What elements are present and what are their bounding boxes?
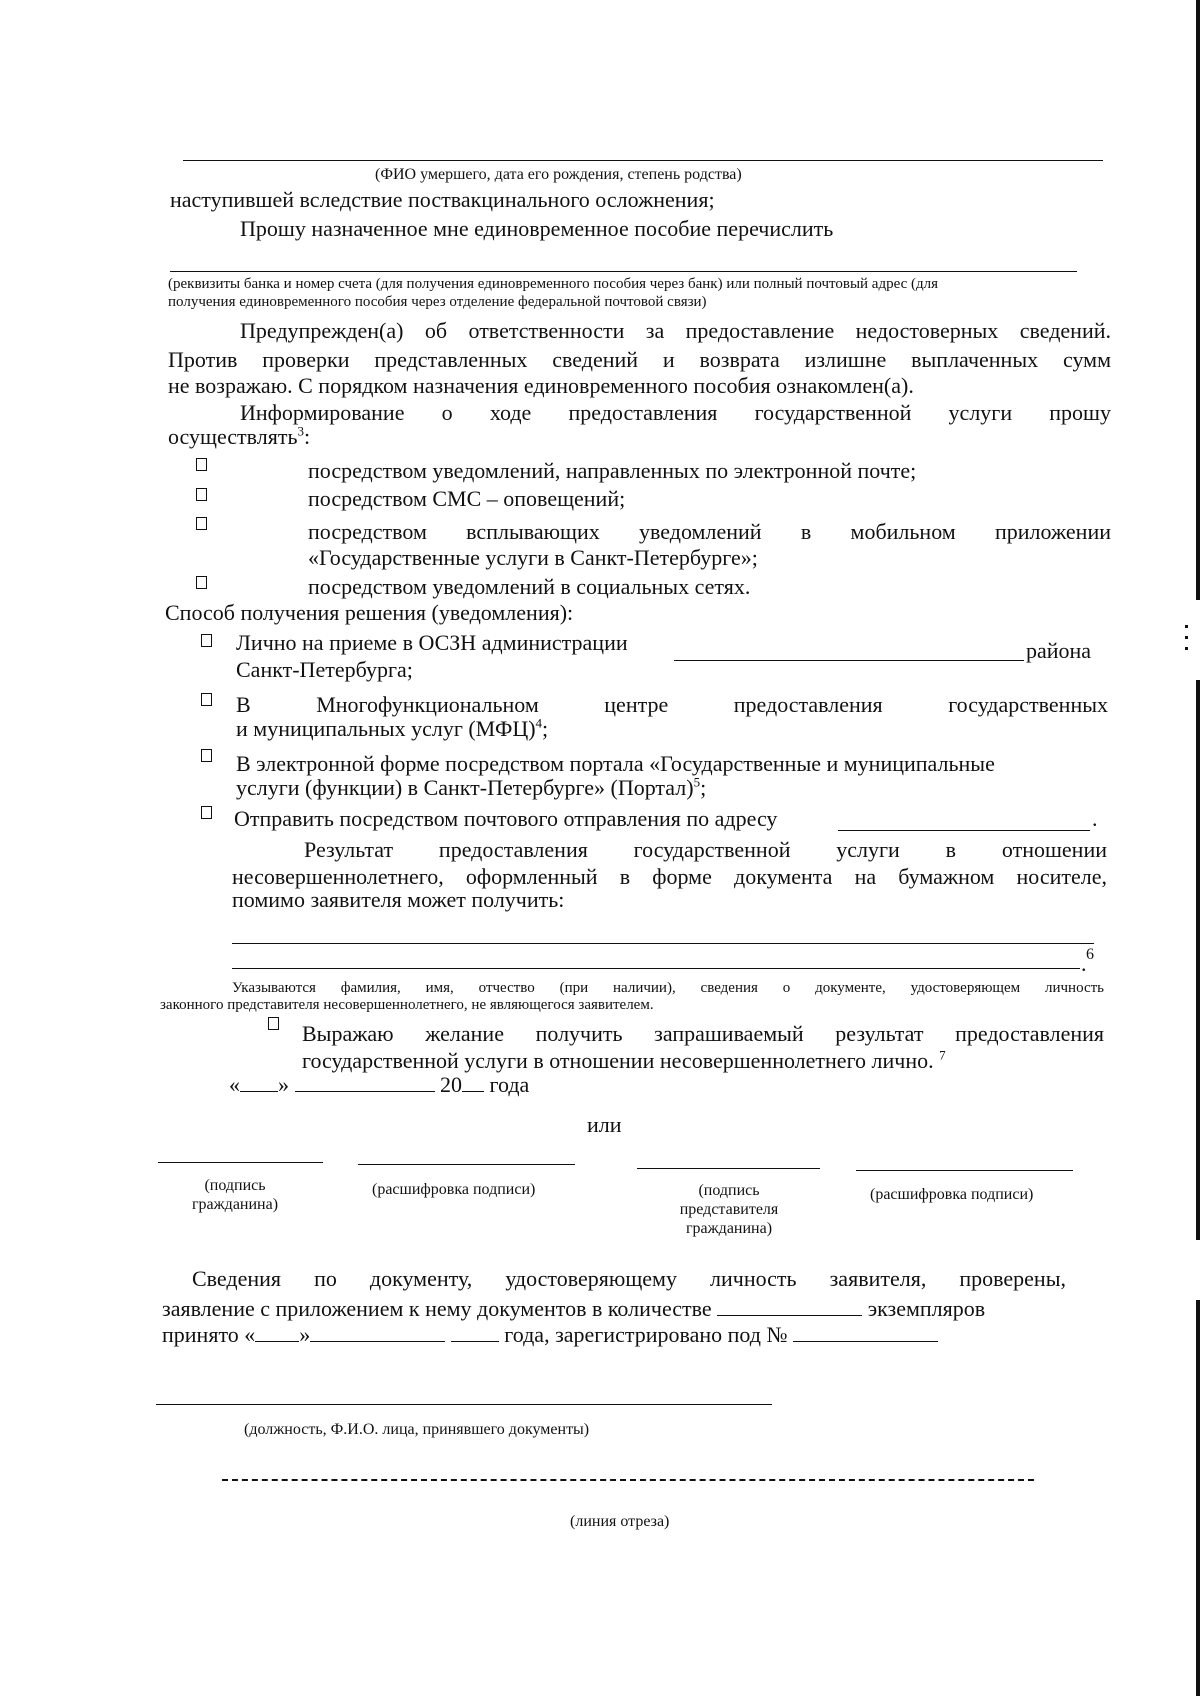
sms-notify-label: посредством СМС – оповещений; — [308, 486, 626, 511]
scan-edge — [1196, 0, 1200, 1696]
registration-number-field[interactable] — [793, 1323, 938, 1342]
scan-mark — [1185, 625, 1188, 628]
bank-caption-1: (реквизиты банка и номер счета (для получения единовременного пособия через банк) или полный почтовый адрес (для — [168, 276, 939, 292]
date-year-field[interactable] — [462, 1073, 484, 1092]
personal-receipt-checkbox[interactable] — [268, 1017, 279, 1030]
portal-checkbox[interactable] — [201, 749, 212, 762]
app-notify-label: посредством всплывающих уведомлений в мобильном приложении — [308, 519, 1111, 544]
mfc-label: В Многофункциональном центре предоставления государственных — [236, 692, 1108, 717]
date-month-field[interactable] — [295, 1073, 435, 1092]
representative-caption-2: законного представителя несовершеннолетнего, не являющегося заявителем. — [160, 997, 654, 1013]
accept-year-field[interactable] — [451, 1323, 499, 1342]
district-input-line[interactable] — [674, 660, 1024, 661]
portal-label: В электронной форме посредством портала «Государственные и муниципальные — [236, 751, 995, 776]
app-notify-checkbox[interactable] — [196, 517, 207, 530]
representative-decoding-caption: (расшифровка подписи) — [870, 1186, 1034, 1203]
footnote-3: 3 — [297, 423, 304, 439]
mfc-label-cont: и муниципальных услуг (МФЦ)$^4$; — [236, 715, 549, 741]
scan-mark — [1185, 647, 1188, 650]
cut-line — [222, 1479, 1034, 1481]
warning-line-1: Предупрежден(а) об ответственности за предоставление недостоверных сведений. — [240, 318, 1111, 343]
result-line-3: помимо заявителя может получить: — [232, 887, 565, 912]
result-line-2: несовершеннолетнего, оформленный в форме документа на бумажном носителе, — [232, 864, 1107, 889]
verify-line-2: заявление с приложением к нему документов в количестве экземпляров — [162, 1296, 986, 1321]
representative-caption-1: Указываются фамилия, имя, отчество (при наличии), сведения о документе, удостоверяющем личность — [232, 980, 1104, 996]
social-notify-label: посредством уведомлений в социальных сетях. — [308, 574, 751, 599]
citizen-signature-line[interactable] — [158, 1162, 323, 1163]
deceased-info-caption: (ФИО умершего, дата его рождения, степень родства) — [375, 166, 742, 183]
social-notify-checkbox[interactable] — [196, 576, 207, 589]
city-label: Санкт-Петербурга; — [236, 657, 413, 682]
app-notify-label-cont: «Государственные услуги в Санкт-Петербурге»; — [308, 545, 758, 570]
date-day-field[interactable] — [240, 1073, 278, 1092]
footnote-6: 6 — [1086, 946, 1094, 963]
date-line: « » 20 года — [229, 1072, 530, 1097]
cut-caption: (линия отреза) — [570, 1513, 670, 1530]
footnote-7: 7 — [939, 1047, 946, 1063]
representative-dot: . — [1081, 951, 1087, 976]
accept-day-field[interactable] — [255, 1323, 299, 1342]
post-checkbox[interactable] — [201, 806, 212, 819]
citizen-signature-caption: (подпись гражданина) — [191, 1177, 279, 1213]
inform-line-2: осуществлять$^3$: — [168, 423, 311, 449]
in-person-label: Лично на приеме в ОСЗН администрации — [236, 630, 628, 655]
representative-signature-line[interactable] — [637, 1168, 820, 1169]
method-title: Способ получения решения (уведомления): — [165, 600, 574, 625]
document-count-field[interactable] — [717, 1297, 862, 1316]
accept-month-field[interactable] — [310, 1323, 445, 1342]
warning-line-2: Против проверки представленных сведений и возврата излишне выплаченных сумм — [168, 347, 1111, 372]
district-word: района — [1026, 638, 1092, 663]
portal-label-cont: услуги (функции) в Санкт-Петербурге» (Портал)$^5$; — [236, 774, 707, 800]
representative-line-1[interactable] — [232, 943, 1094, 944]
footnote-5: 5 — [693, 774, 701, 790]
wish-line-2: государственной услуги в отношении несовершеннолетнего лично. $^7$ — [302, 1047, 946, 1073]
scan-mark — [1185, 636, 1188, 639]
or-word: или — [587, 1112, 622, 1137]
deceased-info-line[interactable] — [183, 160, 1103, 161]
warning-line-3: не возражаю. С порядком назначения единовременного пособия ознакомлен(а). — [168, 373, 914, 398]
scan-edge-gap — [1196, 600, 1200, 680]
scan-edge-gap — [1196, 1240, 1200, 1300]
post-address-line[interactable] — [838, 830, 1090, 831]
email-notify-checkbox[interactable] — [196, 458, 207, 471]
request-line: Прошу назначенное мне единовременное пособие перечислить — [240, 216, 834, 241]
official-caption: (должность, Ф.И.О. лица, принявшего документы) — [244, 1421, 590, 1438]
official-signature-line[interactable] — [156, 1404, 772, 1405]
wish-line-1: Выражаю желание получить запрашиваемый результат предоставления — [302, 1021, 1104, 1046]
representative-signature-decoding-line[interactable] — [856, 1170, 1073, 1171]
representative-line-2[interactable] — [232, 968, 1080, 969]
result-line-1: Результат предоставления государственной услуги в отношении — [304, 837, 1107, 862]
intro-line: наступившей вследствие поствакцинального осложнения; — [170, 187, 715, 212]
citizen-signature-decoding-line[interactable] — [358, 1164, 575, 1165]
citizen-decoding-caption: (расшифровка подписи) — [372, 1181, 536, 1198]
footnote-4: 4 — [535, 715, 543, 731]
mfc-checkbox[interactable] — [201, 693, 212, 706]
bank-caption-2: получения единовременного пособия через отделение федеральной почтовой связи) — [168, 294, 707, 310]
inform-line-1: Информирование о ходе предоставления государственной услуги прошу — [240, 400, 1111, 425]
verify-line-3: принято « » года, зарегистрировано под № — [162, 1322, 938, 1348]
representative-signature-caption: (подпись представителя гражданина) — [679, 1182, 779, 1237]
verify-line-1: Сведения по документу, удостоверяющему личность заявителя, проверены, — [192, 1266, 1066, 1291]
post-label: Отправить посредством почтового отправления по адресу — [234, 806, 778, 831]
post-end: . — [1092, 806, 1098, 831]
sms-notify-checkbox[interactable] — [196, 488, 207, 501]
bank-details-line[interactable] — [170, 271, 1077, 272]
email-notify-label: посредством уведомлений, направленных по электронной почте; — [308, 458, 917, 483]
in-person-checkbox[interactable] — [201, 634, 212, 647]
